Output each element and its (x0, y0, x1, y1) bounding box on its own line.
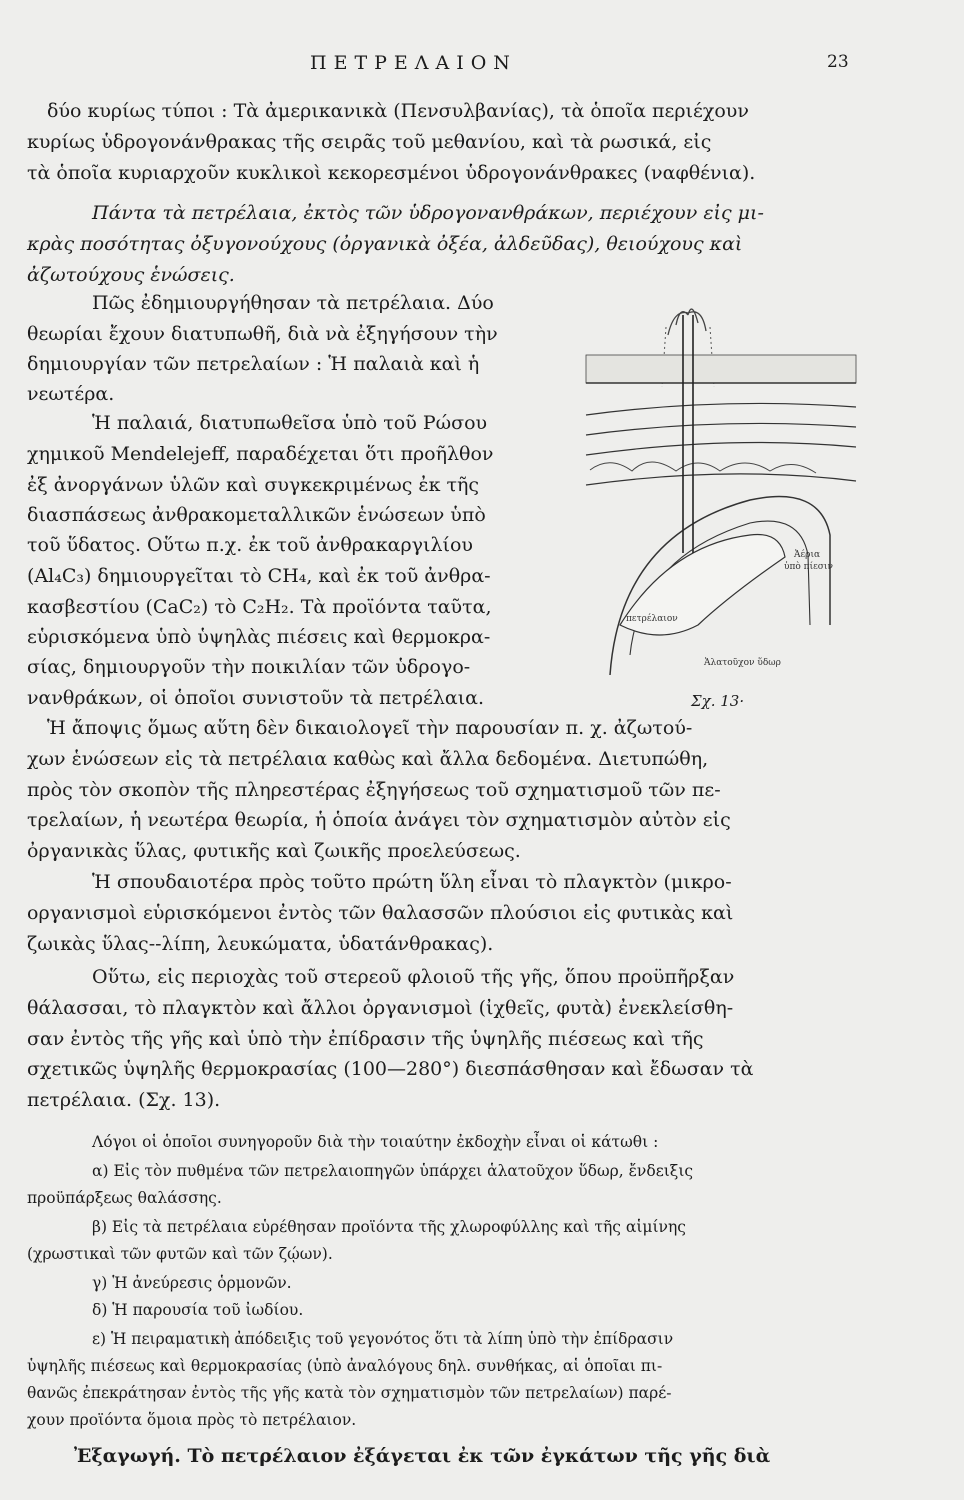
small-text-line-10: θανῶς ἐπεκράτησαν ἐντὸς τῆς γῆς κατὰ τὸν σχηματισμὸν τῶν πετρελαίων) παρέ- (27, 1384, 672, 1402)
figure-label-oil: πετρέλαιον (626, 614, 678, 624)
stratum-line-3 (586, 443, 856, 456)
small-text-line-5: (χρωστικαὶ τῶν φυτῶν καὶ τῶν ζῴων). (27, 1245, 333, 1263)
figure-caption: Σχ. 13· (691, 692, 745, 710)
main-text-line-7: Πῶς ἐδημιουργήθησαν τὰ πετρέλαια. Δύο (92, 292, 494, 314)
main-text-line-18: εὑρισκόμενα ὑπὸ ὑψηλὰς πιέσεις καὶ θερμοκρα- (27, 626, 491, 648)
main-text-line-26: Ἡ σπουδαιοτέρα πρὸς τοῦτο πρώτη ὕλη εἶναι τὸ πλαγκτὸν (μικρο- (92, 871, 732, 893)
main-text-line-3: τὰ ὁποῖα κυριαρχοῦν κυκλικοὶ κεκορεσμένοι ὑδρογονάνθρακες (ναφθένια). (27, 162, 756, 184)
main-text-line-13: ἐξ ἀνοργάνων ὑλῶν καὶ συγκεκριμένως ἐκ τῆς (27, 474, 480, 496)
small-text-line-9: ὑψηλῆς πιέσεως καὶ θερμοκρασίας (ὑπὸ ἀναλόγους δηλ. συνθήκας, αἱ ὁποῖαι πι- (27, 1357, 663, 1375)
page-number: 23 (827, 52, 849, 72)
main-text-line-30: θάλασσαι, τὸ πλαγκτὸν καὶ ἄλλοι ὀργανισμοὶ (ἰχθεῖς, φυτὰ) ἐνεκλείσθη- (27, 997, 734, 1019)
main-text-line-19: σίας, δημιουργοῦν τὴν ποικιλίαν τῶν ὑδρογο- (27, 656, 471, 678)
main-text-line-25: ὀργανικὰς ὕλας, φυτικῆς καὶ ζωικῆς προελεύσεως. (27, 840, 521, 862)
main-text-line-28: ζωικὰς ὕλας--λίπη, λευκώματα, ὑδατάνθρακας). (27, 933, 494, 955)
main-text-line-6: ἀζωτούχους ἑνώσεις. (27, 264, 235, 286)
main-text-line-23: πρὸς τὸν σκοπὸν τῆς πληρεστέρας ἐξηγήσεως τοῦ σχηματισμοῦ τῶν πε- (27, 779, 721, 801)
stratum-line-4 (586, 474, 856, 485)
main-text-line-16: (Al₄C₃) δημιουργεῖται τὸ CH₄, καὶ ἐκ τοῦ ἀνθρα- (27, 565, 491, 587)
main-text-line-32: σχετικῶς ὑψηλῆς θερμοκρασίας (100—280°) διεσπάσθησαν καὶ ἔδωσαν τὰ (27, 1058, 754, 1080)
main-text-line-4: Πάντα τὰ πετρέλαια, ἐκτὸς τῶν ὑδρογονανθράκων, περιέχουν εἰς μι- (92, 202, 764, 224)
main-text-line-8: θεωρίαι ἔχουν διατυπωθῆ, διὰ νὰ ἐξηγήσουν τὴν (27, 323, 498, 345)
figure-label-salt-water: Ἁλατοῦχον ὕδωρ (704, 658, 781, 668)
small-text-line-7: δ) Ἡ παρουσία τοῦ ἰωδίου. (92, 1301, 304, 1319)
main-text-line-2: κυρίως ὑδρογονάνθρακας τῆς σειρᾶς τοῦ μεθανίου, καὶ τὰ ρωσικά, εἰς (27, 131, 712, 153)
small-text-line-4: β) Εἰς τὰ πετρέλαια εὑρέθησαν προϊόντα τῆς χλωροφύλλης καὶ τῆς αἱμίνης (92, 1218, 686, 1236)
main-text-line-27: οργανισμοὶ εὑρισκόμενοι ἐντὸς τῶν θαλασσῶν πλούσιοι εἰς φυτικὰς καὶ (27, 902, 734, 924)
main-text-line-21: Ἡ ἄποψις ὅμως αὕτη δὲν δικαιολογεῖ τὴν παρουσίαν π. χ. ἀζωτού- (47, 717, 693, 739)
spray-lines (668, 309, 706, 335)
main-text-line-12: χημικοῦ Mendelejeff, παραδέχεται ὅτι προῆλθον (27, 443, 494, 465)
main-text-line-31: σαν ἐντὸς τῆς γῆς καὶ ὑπὸ τὴν ἐπίδρασιν τῆς ὑψηλῆς πιέσεως καὶ τῆς (27, 1028, 704, 1050)
stratum-line-1 (586, 403, 856, 415)
stratum-line-2 (586, 423, 856, 435)
main-text-line-24: τρελαίων, ἡ νεωτέρα θεωρία, ἡ ὁποία ἀνάγει τὸν σχηματισμὸν αὐτὸν εἰς (27, 809, 731, 831)
main-text-line-11: Ἡ παλαιά, διατυπωθεῖσα ὑπὸ τοῦ Ρώσου (92, 412, 488, 434)
main-text-line-29: Οὕτω, εἰς περιοχὰς τοῦ στερεοῦ φλοιοῦ τῆς γῆς, ὅπου προϋπῆρξαν (92, 966, 735, 988)
main-text-line-14: διασπάσεως ἀνθρακομεταλλικῶν ἑνώσεων ὑπὸ (27, 504, 486, 526)
oil-well-figure (580, 295, 870, 715)
main-text-line-17: κασβεστίου (CaC₂) τὸ C₂H₂. Τὰ προϊόντα ταῦτα, (27, 596, 492, 618)
main-text-line-10: νεωτέρα. (27, 383, 115, 405)
small-text-line-1: Λόγοι οἱ ὁποῖοι συνηγοροῦν διὰ τὴν τοιαύτην ἐκδοχὴν εἶναι οἱ κάτωθι : (92, 1133, 659, 1151)
main-text-line-20: νανθράκων, οἱ ὁποῖοι συνιστοῦν τὰ πετρέλαια. (27, 687, 485, 709)
main-text-line-22: χων ἑνώσεων εἰς τὰ πετρέλαια καθὼς καὶ ἄλλα δεδομένα. Διετυπώθη, (27, 748, 709, 770)
stone-layer (590, 462, 816, 473)
main-text-line-1: δύο κυρίως τύποι : Τὰ ἀμερικανικὰ (Πενσυλβανίας), τὰ ὁποῖα περιέχουν (47, 100, 749, 122)
main-text-line-9: δημιουργίαν τῶν πετρελαίων : Ἡ παλαιὰ καὶ ἡ (27, 353, 480, 375)
main-text-line-5: κρὰς ποσότητας ὀξυγονούχους (ὀργανικὰ ὀξέα, ἀλδεῦδας), θειούχους καὶ (27, 233, 743, 255)
main-text-line-33: πετρέλαια. (Σχ. 13). (27, 1089, 221, 1111)
figure-label-gas: Ἀέρια (794, 550, 821, 560)
final-line: Ἐξαγωγή. Τὸ πετρέλαιον ἐξάγεται ἐκ τῶν ἐγκάτων τῆς γῆς διὰ (74, 1445, 771, 1467)
top-soil-layer (586, 355, 856, 383)
small-text-line-6: γ) Ἡ ἀνεύρεσις ὁρμονῶν. (92, 1274, 292, 1292)
figure-label-gas-2: ὑπὸ πίεσιν (784, 562, 833, 572)
main-text-line-15: τοῦ ὕδατος. Οὕτω π.χ. ἐκ τοῦ ἀνθρακαργιλίου (27, 534, 473, 556)
small-text-line-11: χουν προϊόντα ὅμοια πρὸς τὸ πετρέλαιον. (27, 1411, 357, 1429)
running-header-title: ΠΕΤΡΕΛΑΙΟΝ (310, 52, 517, 74)
small-text-line-8: ε) Ἡ πειραματικὴ ἀπόδειξις τοῦ γεγονότος ὅτι τὰ λίπη ὑπὸ τὴν ἐπίδρασιν (92, 1330, 674, 1348)
small-text-line-2: α) Εἰς τὸν πυθμένα τῶν πετρελαιοπηγῶν ὑπάρχει ἁλατοῦχον ὕδωρ, ἔνδειξις (92, 1162, 694, 1180)
small-text-line-3: προϋπάρξεως θαλάσσης. (27, 1189, 222, 1207)
